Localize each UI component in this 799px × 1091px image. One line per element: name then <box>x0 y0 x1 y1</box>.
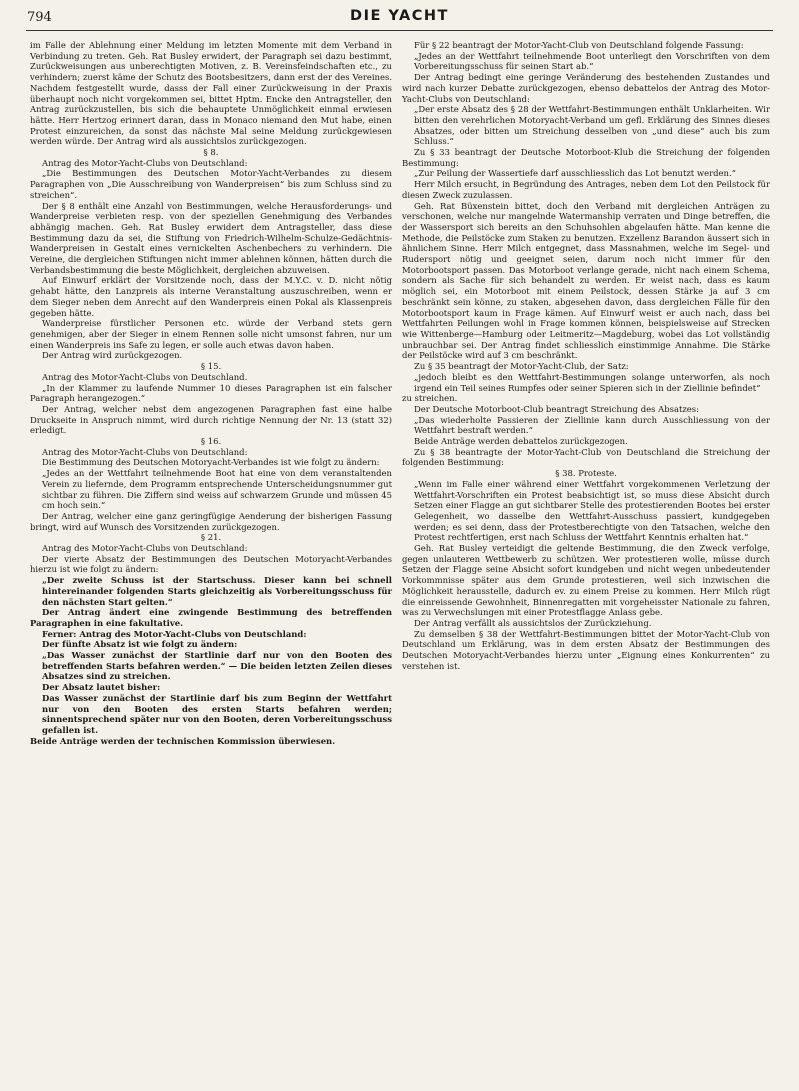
paragraph: Der Antrag verfällt als aussichtslos der Zurückziehung. <box>414 617 652 628</box>
page-number: 794 <box>27 10 52 25</box>
section-heading: § 15. <box>200 361 222 372</box>
paragraph: Ferner: Antrag des Motor-Yacht-Clubs von Deutschland: <box>42 628 307 639</box>
paragraph: „In der Klammer zu laufende Nummer 10 dieses Paragraphen ist ein falscher Paragraph herangezogen.“ <box>30 382 392 404</box>
section-heading: § 21. <box>200 532 222 543</box>
paragraph: Für § 22 beantragt der Motor-Yacht-Club von Deutschland folgende Fassung: <box>414 40 744 50</box>
paragraph: Geh. Rat Büxenstein bittet, doch den Verband mit dergleichen Anträgen zu verschonen, welche nur mangelnde Watermanship verraten und Dinge betreffen, die der Wassersport sich bereits an den Schuhsohlen abgelaufen hätte. Man kenne die Methode, die Peilstöcke zum Staken zu benutzen. Exzellenz Barandon äussert sich in ähnlichem Sinne. Herr Milch entgegnet, dass Massnahmen, welche im Segel- und Rudersport nötig und geeignet seien, darum noch nicht immer für den Motorbootsport passen. Das Motorboot verlange gerade, nicht nach einem Schema, sondern als Sache für sich behandelt zu werden. Er weist nach, dass es kaum möglich sei, ein Motorboot mit einem Peilstock, dessen Stärke ja auf 3 cm beschränkt sein könne, zu staken, abgesehen davon, dass dergleichen Fälle für den Motorbootsport kaum in Frage kämen. Auf Einwurf weist er auch nach, dass bei Wettfahrten Peilungen wohl in Frage kommen können, beispielsweise auf Strecken wie Wittenberge—Hamburg oder Leitmeritz—Magdeburg, wobei das Lot vollständig unbrauchbar sei. Der Antrag findet schliesslich einstimmige Annahme. Die Stärke der Peilstöcke wird auf 3 cm beschränkt. <box>402 200 770 361</box>
paragraph: Zu § 38 beantragte der Motor-Yacht-Club von Deutschland die Streichung der folgenden Bestimmung: <box>402 446 770 468</box>
paragraph: Antrag des Motor-Yacht-Clubs von Deutschland: <box>42 446 248 457</box>
paragraph: Der § 8 enthält eine Anzahl von Bestimmungen, welche Herausforderungs- und Wanderpreise verbieten resp. von der speziellen Genehmigung des Verbandes abhängig machen. Geh. Rat Busley erwidert dem Antragsteller, dass diese Bestimmung dazu da sei, die Stiftung von Friedrich-Wilhelm-Schulze-Gedächtnis-Wanderpreisen in Gestalt eines vernickelten Aschenbechers zu verhindern. Die Vereine, die dergleichen Stiftungen nicht immer ablehnen können, hätten durch die Verbandsbestimmung die beste Möglichkeit, dergleichen abzuweisen. <box>30 200 392 275</box>
paragraph: Beide Anträge werden der technischen Kommission überwiesen. <box>30 735 336 746</box>
section-heading: § 16. <box>200 436 222 447</box>
paragraph: Zu § 35 beantragt der Motor-Yacht-Club, der Satz: <box>414 361 629 372</box>
paragraph: zu streichen. <box>402 393 458 404</box>
paragraph: Auf Einwurf erklärt der Vorsitzende noch, dass der M.Y.C. v. D. nicht nötig gehabt hätte, den Lanzpreis als interne Veranstaltung auszuschreiben, wenn er dem Sieger neben dem Anrecht auf den Wanderpreis einen Pokal als Klassenpreis gegeben hätte. <box>30 275 392 318</box>
right-column <box>402 40 770 671</box>
paragraph: „Jedes an der Wettfahrt teilnehmende Boot hat eine von dem veranstaltenden Verein zu liefernde, dem Programm entsprechende Unterscheidungsnummer gut sichtbar zu führen. Die Ziffern sind weiss auf schwarzem Grunde und müssen 45 cm hoch sein.“ <box>42 468 392 511</box>
paragraph: „Zur Peilung der Wassertiefe darf ausschliesslich das Lot benutzt werden.“ <box>414 168 736 179</box>
running-title: DIE YACHT <box>350 8 449 24</box>
paragraph: Zu § 33 beantragt der Deutsche Motorboot-Klub die Streichung der folgenden Bestimmung: <box>402 147 770 168</box>
paragraph: Der Antrag bedingt eine geringe Veränderung des bestehenden Zustandes und wird nach kurzer Debatte zurückgezogen, ebenso debattelos der Antrag des Motor-Yacht-Clubs von Deutschland: <box>402 72 770 104</box>
paragraph: Antrag des Motor-Yacht-Clubs von Deutschland: <box>42 543 248 554</box>
paragraph: Der Antrag ändert eine zwingende Bestimmung des betreffenden Paragraphen in eine fakultative. <box>30 607 392 628</box>
paragraph: Zu demselben § 38 der Wettfahrt-Bestimmungen bittet der Motor-Yacht-Club von Deutschland um Erklärung, was in dem ersten Absatz der Bestimmungen des Deutschen Motoryacht-Verbandes hierzu unter „Eignung eines Konkurrenten“ zu verstehen ist. <box>402 628 770 671</box>
paragraph: Das Wasser zunächst der Startlinie darf bis zum Beginn der Wettfahrt nur von den Booten des ersten Starts befahren werden; sinnentsprechend später nur von den Booten, deren Vorbereitungsschuss gefallen ist. <box>42 692 392 735</box>
section-heading: § 8. <box>203 147 219 158</box>
paragraph: „Der zweite Schuss ist der Startschuss. Dieser kann bei schnell hintereinander folgenden Starts gleichzeitig als Vorbereitungsschuss für den nächsten Start gelten.“ <box>42 575 392 607</box>
paragraph: „Das Wasser zunächst der Startlinie darf nur von den Booten des betreffenden Starts befahren werden.“ — Die beiden letzten Zeilen dieses Absatzes sind zu streichen. <box>42 650 392 682</box>
paragraph: Der Antrag, welcher nebst dem angezogenen Paragraphen fast eine halbe Druckseite in Anspruch nimmt, wird durch richtige Nennung der Nr. 13 (statt 32) erledigt. <box>30 403 392 436</box>
paragraph: Der Absatz lautet bisher: <box>42 682 161 693</box>
paragraph: Der Deutsche Motorboot-Club beantragt Streichung des Absatzes: <box>414 403 699 414</box>
paragraph: Geh. Rat Busley verteidigt die geltende Bestimmung, die den Zweck verfolge, gegen unlauteren Wettbewerb zu schützen. Wer protestieren wolle, müsse durch Setzen der Flagge seine Absicht sofort kundgeben und nicht wegen unbedeutender Vorkommnisse später aus dem Grunde protestieren, weil sich inzwischen die Möglichkeit herausstelle, dadurch ev. zu einem Preise zu kommen. Herr Milch rügt die einreissende Gewohnheit, Binnenregatten mit vorgeheisster Nationale zu fahren, was zu Verwechslungen mit einer Protestflagge Anlass gebe. <box>402 543 770 618</box>
paragraph: „Jedes an der Wettfahrt teilnehmende Boot unterliegt den Vorschriften von dem Vorbereitungsschuss für seinen Start ab.“ <box>414 50 770 72</box>
paragraph: Antrag des Motor-Yacht-Clubs von Deutschland. <box>42 371 248 382</box>
paragraph: Der Antrag wird zurückgezogen. <box>42 350 183 361</box>
paragraph: „Der erste Absatz des § 28 der Wettfahrt-Bestimmungen enthält Unklarheiten. Wir bitten den verehrlichen Motoryacht-Verband um gefl. Erklärung des Sinnes dieses Absatzes, oder bitten um Streichung desselben von „und diese“ auch bis zum Schluss.“ <box>414 104 770 147</box>
header-rule <box>26 30 773 31</box>
left-column <box>30 40 392 746</box>
paragraph: Der Antrag, welcher eine ganz geringfügige Aenderung der bisherigen Fassung bringt, wird auf Wunsch des Vorsitzenden zurückgezogen. <box>30 510 392 532</box>
paragraph: im Falle der Ablehnung einer Meldung im letzten Momente mit dem Verband in Verbindung zu treten. Geh. Rat Busley erwidert, der Paragraph sei dazu bestimmt, Zurückweisungen aus unberechtigten Motiven, z. B. Vereinsfeindschaften etc., zu verhindern; zuerst käme der Schutz des Bootsbesitzers, dann erst der des Vereines. Nachdem festgestellt wurde, dasss der Fall einer Zurückweisung in der Praxis überhaupt noch nicht vorgekommen sei, bittet Hptm. Encke den Antragsteller, den Antrag zurückzustellen, bis sich die behauptete Unmöglichkeit einmal erwiesen hätte. Herr Hertzog erinnert daran, dass in Monaco niemand den Mut habe, einen Protest einzureichen, da sonst das nächste Mal seine Meldung zurückgewiesen werden würde. Der Antrag wird als aussichtslos zurückgezogen. <box>30 40 392 147</box>
paragraph: „Das wiederholte Passieren der Ziellinie kann durch Ausschliessung von der Wettfahrt bestraft werden.“ <box>414 414 770 436</box>
paragraph: Antrag des Motor-Yacht-Clubs von Deutschland: <box>42 157 248 168</box>
paragraph: Herr Milch ersucht, in Begründung des Antrages, neben dem Lot den Peilstock für diesen Zweck zuzulassen. <box>402 179 770 200</box>
paragraph: Der fünfte Absatz ist wie folgt zu ändern: <box>42 639 238 650</box>
paragraph: Der vierte Absatz der Bestimmungen des Deutschen Motoryacht-Verbandes hierzu ist wie folgt zu ändern: <box>30 553 392 575</box>
paragraph: Beide Anträge werden debattelos zurückgezogen. <box>414 436 628 447</box>
paragraph: „jedoch bleibt es den Wettfahrt-Bestimmungen solange unterworfen, als noch irgend ein Teil seines Rumpfes oder seiner Spieren sich in der Ziellinie befindet“ <box>414 371 770 393</box>
section-heading: § 38. Proteste. <box>555 468 617 479</box>
paragraph: Wanderpreise fürstlicher Personen etc. würde der Verband stets gern genehmigen, aber der Sieger in einem Rennen solle nicht umsonst fahren, nur um einen Wanderpreis ins Safe zu legen, er solle auch etwas davon haben. <box>30 318 392 350</box>
paragraph: „Die Bestimmungen des Deutschen Motor-Yacht-Verbandes zu diesem Paragraphen von „Die Ausschreibung von Wanderpreisen“ bis zum Schluss sind zu streichen“. <box>30 168 392 200</box>
paragraph: „Wenn im Falle einer während einer Wettfahrt vorgekommenen Verletzung der Wettfahrt-Vorschriften ein Protest beabsichtigt ist, so muss diese Absicht durch Setzen einer Flagge an gut sichtbarer Stelle des protestierenden Bootes bei erster Gelegenheit, wo dasselbe den Wettfahrt-Ausschuss passiert, kundgegeben werden; es sei denn, dass der Protestberechtigte von den Tatsachen, welche den Protest rechtfertigen, erst nach Schluss der Wettfahrt Kenntnis erhalten hat.“ <box>414 478 770 543</box>
paragraph: Die Bestimmung des Deutschen Motoryacht-Verbandes ist wie folgt zu ändern: <box>42 457 380 468</box>
